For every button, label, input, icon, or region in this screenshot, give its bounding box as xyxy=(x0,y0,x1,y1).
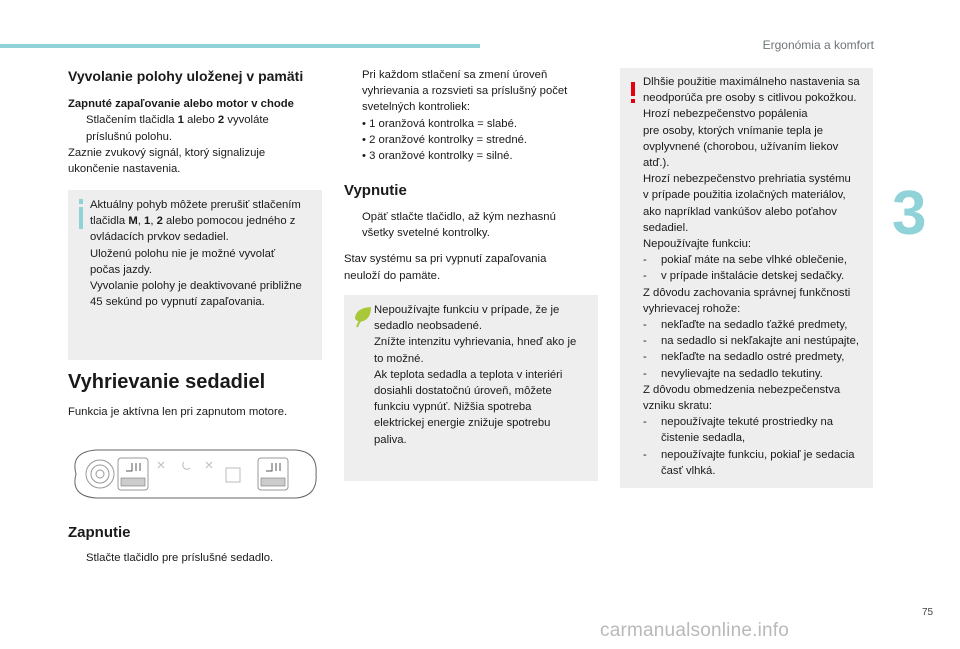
warning-line: Dlhšie použitie maximálneho nastavenia sa xyxy=(643,76,860,88)
memory-recall-text-1: Zaznie zvukový signál, ktorý signalizuje xyxy=(68,146,266,159)
memory-recall-heading: Vyvolanie polohy uloženej v pamäti xyxy=(68,68,304,84)
warning-line: Nepoužívajte funkciu: xyxy=(643,238,752,251)
levels-intro-cont: vyhrievania a rozsvieti sa príslušný počet xyxy=(362,85,568,98)
warning-line: vzniku skratu: xyxy=(643,400,713,413)
level-item: • 2 oranžové kontrolky = stredné. xyxy=(362,133,528,146)
level-item: • 1 oranžová kontrolka = slabé. xyxy=(362,117,518,130)
memory-recall-step-cont: príslušnú polohu. xyxy=(86,130,173,143)
warning-line: pre osoby, ktorých vnímanie tepla je xyxy=(643,124,824,137)
page-number: 75 xyxy=(922,607,934,618)
eco-line: Ak teplota sedadla a teplota v interiéri xyxy=(374,368,563,381)
info-line: Vyvolanie polohy je deaktivované približne xyxy=(90,280,302,293)
switch-off-step-cont: všetky svetelné kontrolky. xyxy=(362,227,490,240)
switch-off-section xyxy=(344,209,600,284)
eco-line: paliva. xyxy=(374,433,407,446)
switch-off-heading: Vypnutie xyxy=(344,182,407,199)
seat-heating-panel-illustration xyxy=(66,444,324,504)
warning-list-item: - v prípade inštalácie detskej sedačky. xyxy=(643,270,845,283)
column-1 xyxy=(68,68,328,177)
header-accent-bar xyxy=(0,44,480,48)
warning-line: v prípade použitia izolačných materiálov, xyxy=(643,189,846,202)
chapter-number: 3 xyxy=(892,179,927,248)
column-2 xyxy=(344,67,600,164)
warning-icon xyxy=(631,82,635,96)
eco-line: sedadlo neobsadené. xyxy=(374,320,483,333)
levels-intro: Pri každom stlačení sa zmení úroveň xyxy=(362,69,548,81)
eco-line: Nepoužívajte funkciu v prípade, že je xyxy=(374,304,560,316)
switch-off-text: neuloží do pamäte. xyxy=(344,269,441,282)
eco-line: elektrickej energie znižuje spotrebu xyxy=(374,417,551,430)
seat-heating-heading: Vyhrievanie sedadiel xyxy=(68,371,266,393)
info-box xyxy=(68,190,322,360)
switch-on-step: Stlačte tlačidlo pre príslušné sedadlo. xyxy=(86,552,274,564)
info-line: počas jazdy. xyxy=(90,263,152,276)
switch-on-heading: Zapnutie xyxy=(68,524,131,541)
warning-list-item: - nepoužívajte tekuté prostriedky na xyxy=(643,416,834,429)
eco-line: Znížte intenzitu vyhrievania, hneď ako je xyxy=(374,336,577,349)
warning-list-item: - pokiaľ máte na sebe vlhké oblečenie, xyxy=(643,254,848,267)
memory-recall-lead: Zapnuté zapaľovanie alebo motor v chode xyxy=(68,98,294,111)
switch-off-text: Stav systému sa pri vypnutí zapaľovania xyxy=(344,253,547,266)
warning-list-item: - nevylievajte na sedadlo tekutiny. xyxy=(643,367,823,380)
warning-line: Hrozí nebezpečenstvo popálenia xyxy=(643,108,808,121)
warning-line: vyhrievacej rohože: xyxy=(643,302,741,315)
info-line: Aktuálny pohyb môžete prerušiť stlačením xyxy=(90,199,301,211)
memory-recall-step: Stlačením tlačidla 1 alebo 2 vyvoláte xyxy=(86,114,269,127)
warning-list-item: - nekľaďte na sedadlo ostré predmety, xyxy=(643,351,845,364)
info-line: Uloženú polohu nie je možné vyvolať xyxy=(90,247,276,260)
warning-box xyxy=(620,68,873,488)
warning-line: ovplyvnené (chorobou, užívaním liekov xyxy=(643,140,839,153)
info-line: ovládacích prvkov sedadiel. xyxy=(90,231,229,244)
warning-list-item: - nepoužívajte funkciu, pokiaľ je sedacia xyxy=(643,448,855,461)
warning-line: Z dôvodu obmedzenia nebezpečenstva xyxy=(643,383,841,396)
seat-heating-text: Funkcia je aktívna len pri zapnutom motore. xyxy=(68,406,288,418)
warning-line: atď.). xyxy=(643,157,670,170)
section-title: Ergonómia a komfort xyxy=(762,38,874,52)
eco-box xyxy=(344,295,598,481)
warning-line: sedadiel. xyxy=(643,221,689,234)
warning-list-item: - na sedadlo si nekľakajte ani nestúpajte, xyxy=(643,335,859,348)
level-item: • 3 oranžové kontrolky = silné. xyxy=(362,150,513,163)
warning-line: Hrozí nebezpečenstvo prehriatia systému xyxy=(643,173,851,186)
warning-line: ako napríklad vankúšov alebo poťahov xyxy=(643,205,837,218)
info-line: tlačidla M, 1, 2 alebo pomocou jedného z xyxy=(90,215,296,228)
eco-line: to možné. xyxy=(374,352,424,365)
eco-line: funkciu vypnúť. Nižšia spotreba xyxy=(374,401,532,414)
warning-list-item: - nekľaďte na sedadlo ťažké predmety, xyxy=(643,319,848,332)
warning-list-item-cont: časť vlhká. xyxy=(661,464,716,477)
levels-intro-cont: svetelných kontroliek: xyxy=(362,101,470,114)
memory-recall-text-2: ukončenie nastavenia. xyxy=(68,163,181,176)
eco-leaf-icon xyxy=(352,305,374,329)
warning-line: Z dôvodu zachovania správnej funkčnosti xyxy=(643,286,851,299)
info-line: 45 sekúnd po vypnutí zapaľovania. xyxy=(90,296,265,309)
switch-off-step: Opäť stlačte tlačidlo, až kým nezhasnú xyxy=(362,211,556,223)
eco-line: dosiahli dostatočnú úroveň, môžete xyxy=(374,385,552,398)
warning-line: neodporúča pre osoby s citlivou pokožkou. xyxy=(643,92,857,105)
info-icon xyxy=(79,207,83,229)
watermark: carmanualsonline.info xyxy=(600,620,790,641)
warning-list-item-cont: čistenie sedadla, xyxy=(661,432,746,445)
